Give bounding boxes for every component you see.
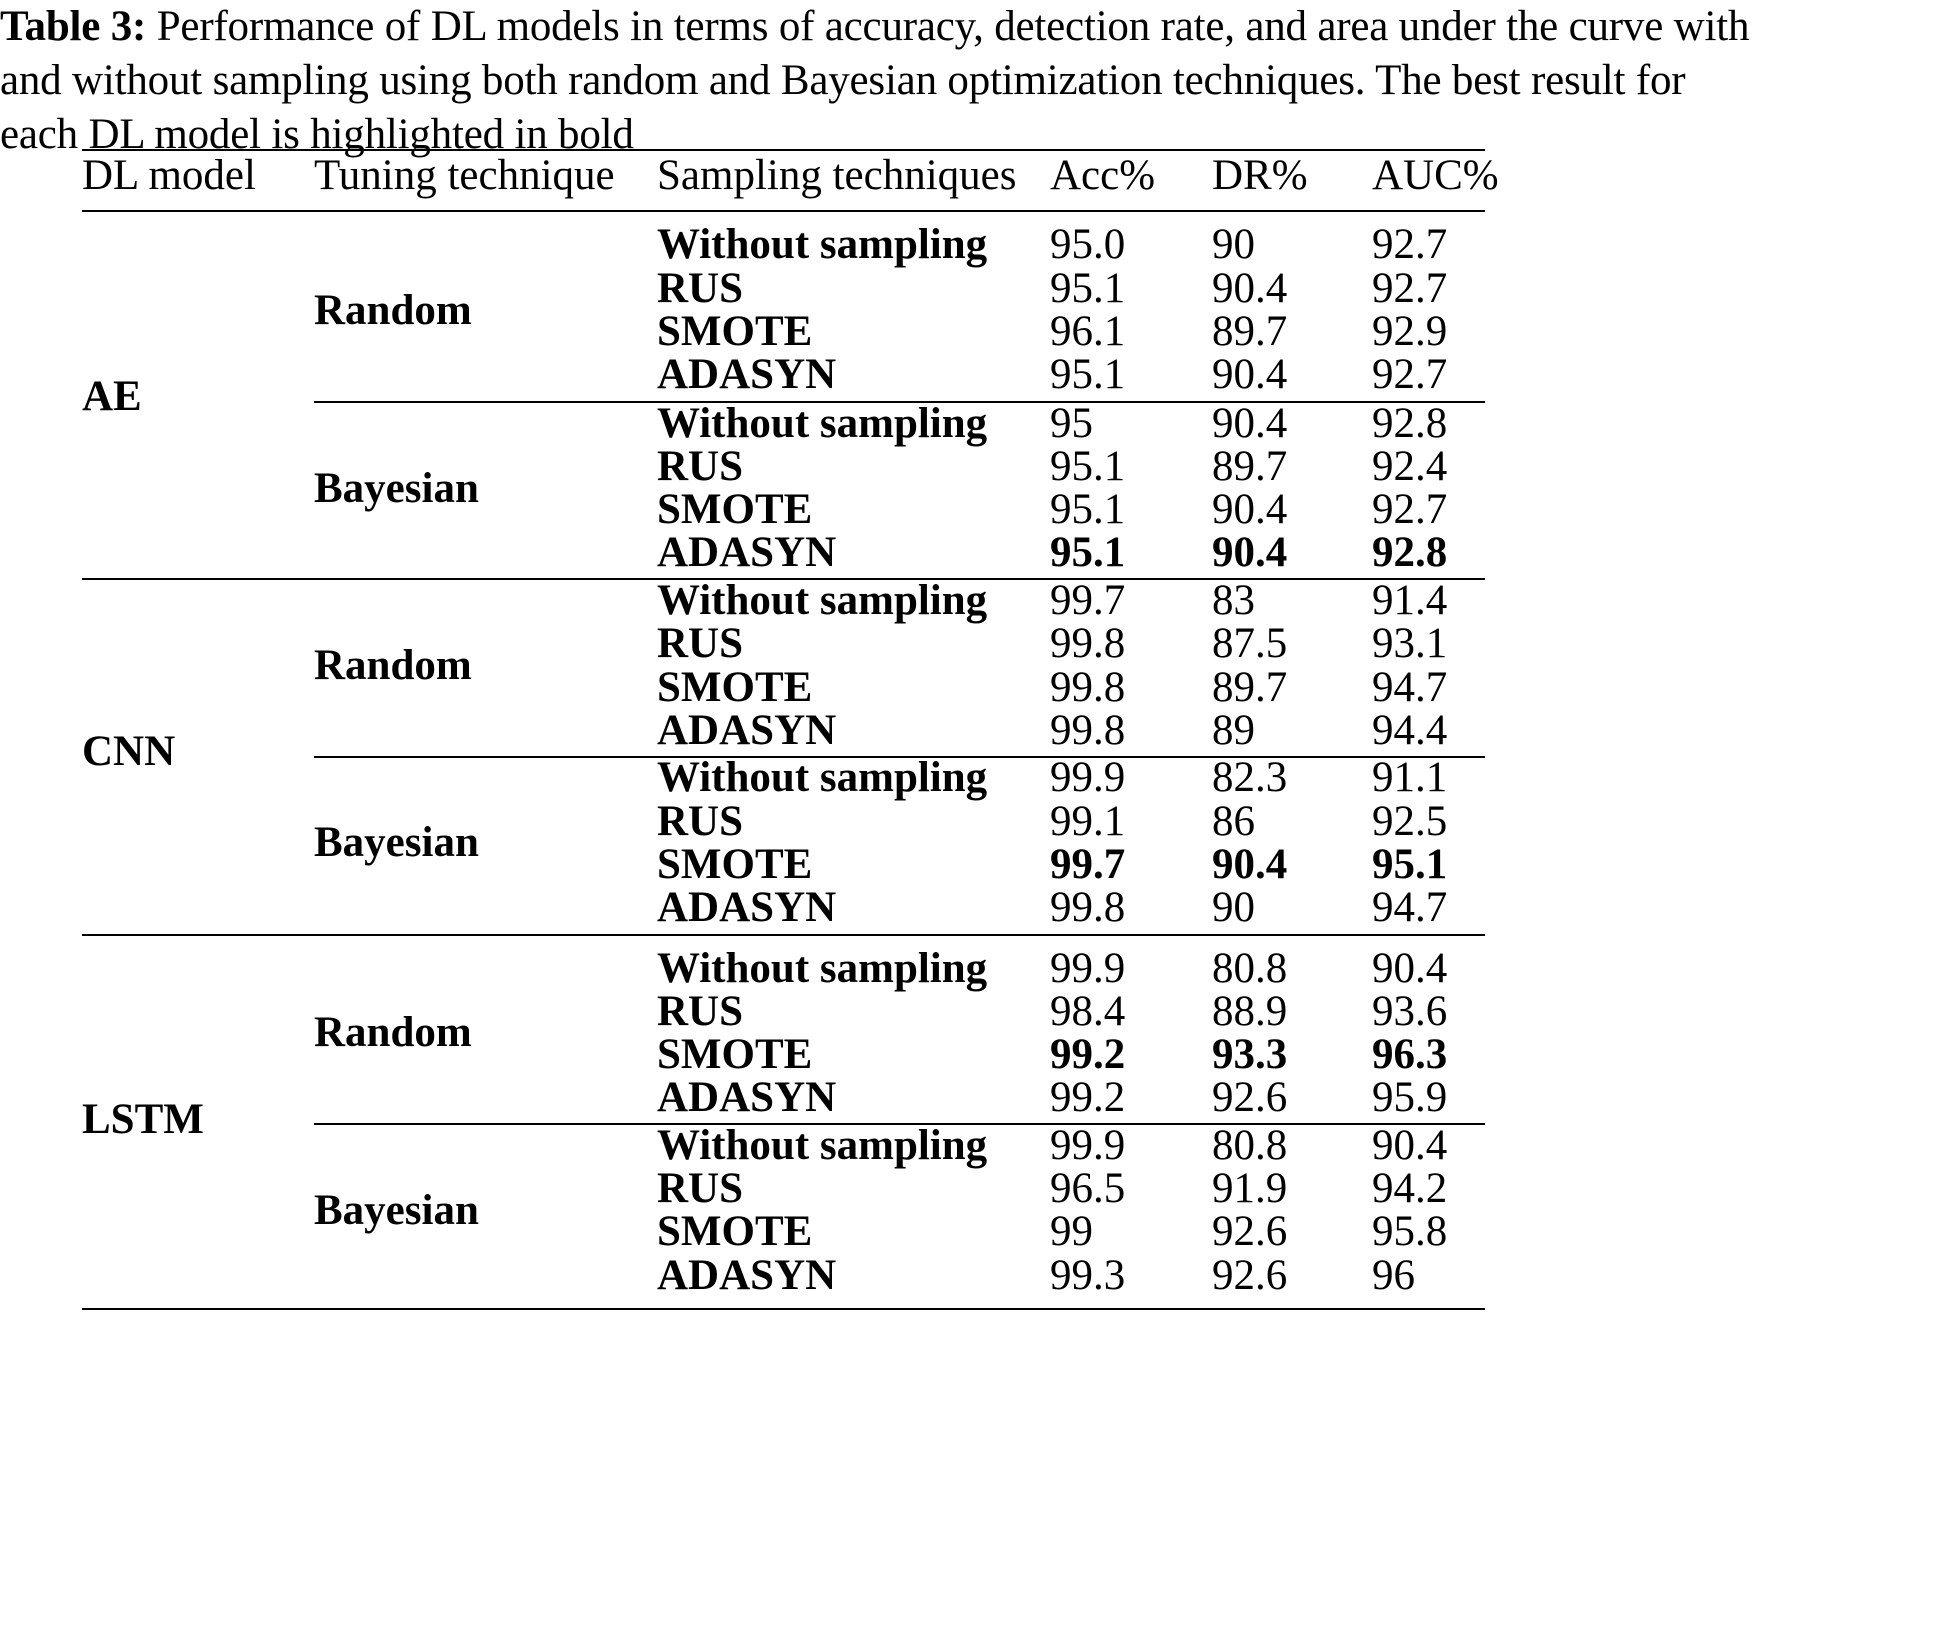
dr-cell: 90.4	[1212, 486, 1288, 533]
auc-cell: 94.7	[1372, 664, 1448, 711]
sampling-technique-cell: RUS	[657, 620, 744, 667]
caption-label: Table 3:	[0, 3, 147, 50]
dr-cell: 90.4	[1212, 400, 1288, 447]
header-bottom-rule	[82, 210, 1485, 212]
acc-cell: 99.9	[1050, 945, 1126, 992]
dr-cell: 90	[1212, 884, 1255, 931]
acc-cell: 99.7	[1050, 841, 1126, 888]
dr-cell: 90.4	[1212, 841, 1288, 888]
acc-cell: 96.5	[1050, 1165, 1126, 1212]
sampling-technique-cell: ADASYN	[657, 1074, 837, 1121]
sampling-technique-cell: ADASYN	[657, 351, 837, 398]
header-tuning: Tuning technique	[314, 152, 615, 199]
dr-cell: 92.6	[1212, 1208, 1288, 1255]
dr-cell: 89.7	[1212, 443, 1288, 490]
caption-line-1	[0, 0, 1953, 54]
tuning-separator-rule	[314, 401, 1485, 403]
auc-cell: 95.8	[1372, 1208, 1448, 1255]
acc-cell: 99.2	[1050, 1074, 1126, 1121]
acc-cell: 99.9	[1050, 1122, 1126, 1169]
dr-cell: 89.7	[1212, 664, 1288, 711]
caption-line-3: each DL model is highlighted in bold	[0, 111, 634, 158]
auc-cell: 90.4	[1372, 1122, 1448, 1169]
sampling-technique-cell: Without sampling	[657, 221, 988, 268]
dr-cell: 88.9	[1212, 988, 1288, 1035]
auc-cell: 93.1	[1372, 620, 1448, 667]
sampling-technique-cell: ADASYN	[657, 529, 837, 576]
sampling-technique-cell: ADASYN	[657, 1252, 837, 1299]
auc-cell: 92.4	[1372, 443, 1448, 490]
dr-cell: 86	[1212, 798, 1255, 845]
acc-cell: 99.7	[1050, 577, 1126, 624]
acc-cell: 95.1	[1050, 529, 1126, 576]
dr-cell: 92.6	[1212, 1252, 1288, 1299]
sampling-technique-cell: ADASYN	[657, 707, 837, 754]
auc-cell: 92.9	[1372, 308, 1448, 355]
sampling-technique-cell: Without sampling	[657, 945, 988, 992]
header-acc: Acc%	[1050, 152, 1156, 199]
sampling-technique-cell: Without sampling	[657, 1122, 988, 1169]
auc-cell: 93.6	[1372, 988, 1448, 1035]
header-sampling: Sampling techniques	[657, 152, 1017, 199]
tuning-technique-label: Bayesian	[314, 465, 479, 512]
acc-cell: 99.9	[1050, 754, 1126, 801]
auc-cell: 92.5	[1372, 798, 1448, 845]
dr-cell: 87.5	[1212, 620, 1288, 667]
auc-cell: 92.7	[1372, 221, 1448, 268]
auc-cell: 92.7	[1372, 265, 1448, 312]
tuning-separator-rule	[314, 756, 1485, 758]
sampling-technique-cell: Without sampling	[657, 754, 988, 801]
sampling-technique-cell: SMOTE	[657, 486, 813, 533]
acc-cell: 96.1	[1050, 308, 1126, 355]
acc-cell: 98.4	[1050, 988, 1126, 1035]
auc-cell: 95.9	[1372, 1074, 1448, 1121]
auc-cell: 94.7	[1372, 884, 1448, 931]
acc-cell: 99.8	[1050, 707, 1126, 754]
auc-cell: 94.4	[1372, 707, 1448, 754]
dr-cell: 90.4	[1212, 529, 1288, 576]
sampling-technique-cell: SMOTE	[657, 308, 813, 355]
sampling-technique-cell: SMOTE	[657, 1031, 813, 1078]
table-caption	[0, 0, 1953, 162]
acc-cell: 95.1	[1050, 351, 1126, 398]
caption-text-1: Performance of DL models in terms of accuracy, detection rate, and area under the curve with	[156, 3, 1750, 50]
dr-cell: 93.3	[1212, 1031, 1288, 1078]
dr-cell: 89.7	[1212, 308, 1288, 355]
sampling-technique-cell: RUS	[657, 1165, 744, 1212]
auc-cell: 90.4	[1372, 945, 1448, 992]
acc-cell: 95.1	[1050, 486, 1126, 533]
acc-cell: 99.8	[1050, 664, 1126, 711]
caption-line-2: and without sampling using both random and Bayesian optimization techniques. The best result for	[0, 57, 1686, 104]
acc-cell: 95.1	[1050, 443, 1126, 490]
dr-cell: 83	[1212, 577, 1255, 624]
auc-cell: 91.4	[1372, 577, 1448, 624]
auc-cell: 95.1	[1372, 841, 1448, 888]
sampling-technique-cell: RUS	[657, 443, 744, 490]
auc-cell: 96.3	[1372, 1031, 1448, 1078]
dr-cell: 80.8	[1212, 1122, 1288, 1169]
dr-cell: 90.4	[1212, 265, 1288, 312]
dr-cell: 90.4	[1212, 351, 1288, 398]
table-bottom-rule	[82, 1308, 1485, 1310]
acc-cell: 95	[1050, 400, 1093, 447]
model-separator-rule	[82, 934, 1485, 936]
sampling-technique-cell: SMOTE	[657, 664, 813, 711]
dl-model-label: CNN	[82, 728, 176, 775]
dr-cell: 91.9	[1212, 1165, 1288, 1212]
auc-cell: 92.7	[1372, 351, 1448, 398]
sampling-technique-cell: RUS	[657, 265, 744, 312]
sampling-technique-cell: Without sampling	[657, 577, 988, 624]
dr-cell: 82.3	[1212, 754, 1288, 801]
auc-cell: 92.8	[1372, 400, 1448, 447]
dr-cell: 89	[1212, 707, 1255, 754]
tuning-technique-label: Random	[314, 287, 472, 334]
tuning-technique-label: Random	[314, 642, 472, 689]
acc-cell: 95.1	[1050, 265, 1126, 312]
acc-cell: 99.8	[1050, 884, 1126, 931]
dr-cell: 90	[1212, 221, 1255, 268]
dl-model-label: AE	[82, 373, 142, 420]
auc-cell: 92.7	[1372, 486, 1448, 533]
header-dl-model: DL model	[82, 152, 256, 199]
sampling-technique-cell: Without sampling	[657, 400, 988, 447]
acc-cell: 99.2	[1050, 1031, 1126, 1078]
acc-cell: 99.3	[1050, 1252, 1126, 1299]
auc-cell: 96	[1372, 1252, 1415, 1299]
sampling-technique-cell: SMOTE	[657, 841, 813, 888]
dl-model-label: LSTM	[82, 1096, 204, 1143]
tuning-technique-label: Random	[314, 1009, 472, 1056]
sampling-technique-cell: RUS	[657, 988, 744, 1035]
auc-cell: 92.8	[1372, 529, 1448, 576]
acc-cell: 99.1	[1050, 798, 1126, 845]
auc-cell: 91.1	[1372, 754, 1448, 801]
tuning-technique-label: Bayesian	[314, 819, 479, 866]
sampling-technique-cell: ADASYN	[657, 884, 837, 931]
acc-cell: 95.0	[1050, 221, 1126, 268]
sampling-technique-cell: RUS	[657, 798, 744, 845]
dr-cell: 92.6	[1212, 1074, 1288, 1121]
tuning-separator-rule	[314, 1123, 1485, 1125]
acc-cell: 99.8	[1050, 620, 1126, 667]
auc-cell: 94.2	[1372, 1165, 1448, 1212]
tuning-technique-label: Bayesian	[314, 1187, 479, 1234]
header-auc: AUC%	[1372, 152, 1499, 199]
dr-cell: 80.8	[1212, 945, 1288, 992]
acc-cell: 99	[1050, 1208, 1093, 1255]
header-dr: DR%	[1212, 152, 1308, 199]
sampling-technique-cell: SMOTE	[657, 1208, 813, 1255]
